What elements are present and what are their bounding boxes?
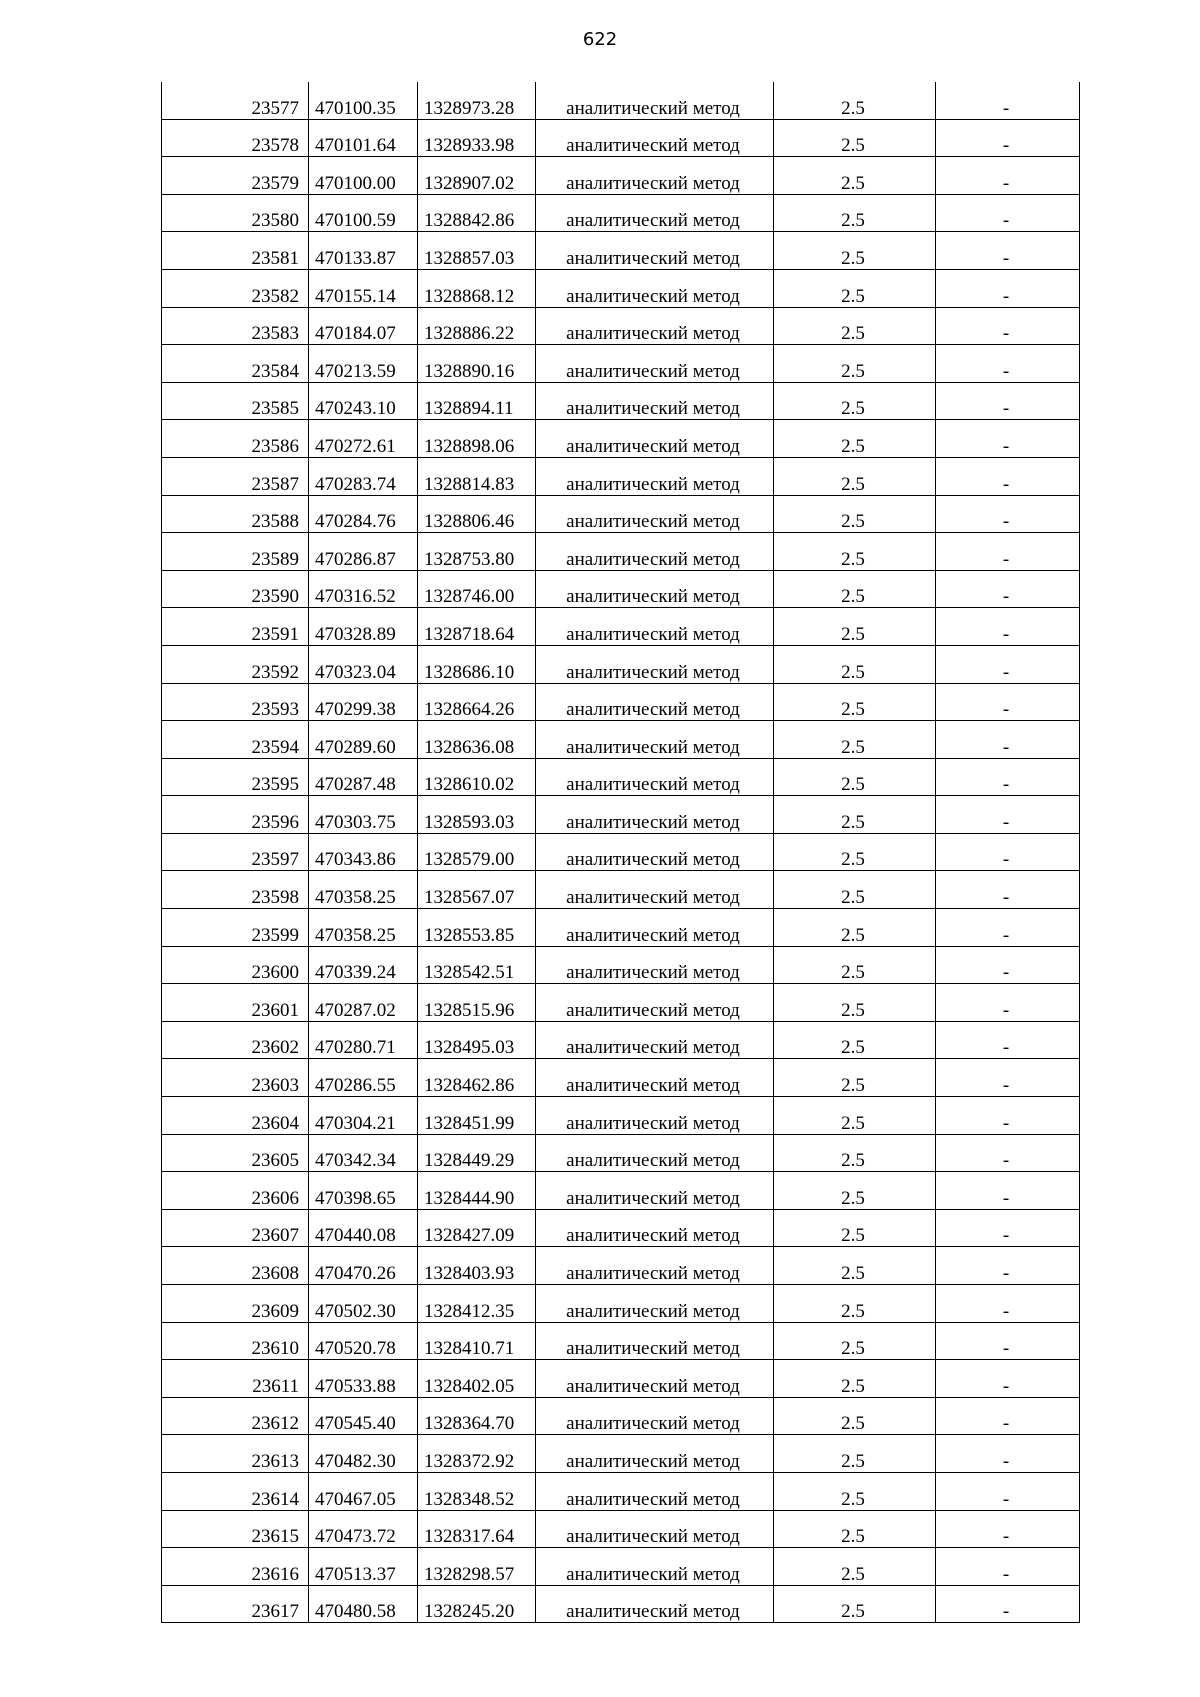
note-cell: - (936, 345, 1080, 383)
accuracy-cell: 2.5 (774, 1548, 936, 1586)
note-cell: - (936, 1134, 1080, 1172)
x-coordinate-cell: 470280.71 (309, 1021, 418, 1059)
y-coordinate-cell: 1328444.90 (418, 1172, 536, 1210)
y-coordinate-cell: 1328364.70 (418, 1397, 536, 1435)
table-row (162, 833, 1080, 871)
note-cell: - (936, 1172, 1080, 1210)
note-cell: - (936, 1021, 1080, 1059)
x-coordinate-cell: 470358.25 (309, 871, 418, 909)
accuracy-cell: 2.5 (774, 119, 936, 157)
y-coordinate-cell: 1328451.99 (418, 1097, 536, 1135)
y-coordinate-cell: 1328610.02 (418, 758, 536, 796)
table-row (162, 232, 1080, 270)
x-coordinate-cell: 470323.04 (309, 645, 418, 683)
note-cell: - (936, 1472, 1080, 1510)
y-coordinate-cell: 1328515.96 (418, 984, 536, 1022)
point-number-cell: 23587 (162, 457, 309, 495)
y-coordinate-cell: 1328814.83 (418, 457, 536, 495)
point-number-cell: 23593 (162, 683, 309, 721)
y-coordinate-cell: 1328372.92 (418, 1435, 536, 1473)
note-cell: - (936, 721, 1080, 759)
accuracy-cell: 2.5 (774, 833, 936, 871)
y-coordinate-cell: 1328886.22 (418, 307, 536, 345)
point-number-cell: 23607 (162, 1209, 309, 1247)
y-coordinate-cell: 1328753.80 (418, 533, 536, 571)
method-cell: аналитический метод (536, 269, 774, 307)
table-row (162, 382, 1080, 420)
point-number-cell: 23595 (162, 758, 309, 796)
note-cell: - (936, 1585, 1080, 1623)
table-row (162, 1172, 1080, 1210)
table-row (162, 1097, 1080, 1135)
accuracy-cell: 2.5 (774, 984, 936, 1022)
accuracy-cell: 2.5 (774, 1097, 936, 1135)
point-number-cell: 23577 (162, 82, 309, 119)
point-number-cell: 23611 (162, 1360, 309, 1398)
table-row (162, 194, 1080, 232)
table-row (162, 608, 1080, 646)
y-coordinate-cell: 1328412.35 (418, 1285, 536, 1323)
method-cell: аналитический метод (536, 721, 774, 759)
y-coordinate-cell: 1328907.02 (418, 157, 536, 195)
point-number-cell: 23608 (162, 1247, 309, 1285)
table-row (162, 345, 1080, 383)
x-coordinate-cell: 470303.75 (309, 796, 418, 834)
y-coordinate-cell: 1328317.64 (418, 1510, 536, 1548)
accuracy-cell: 2.5 (774, 570, 936, 608)
point-number-cell: 23609 (162, 1285, 309, 1323)
table-row (162, 721, 1080, 759)
note-cell: - (936, 683, 1080, 721)
accuracy-cell: 2.5 (774, 946, 936, 984)
point-number-cell: 23585 (162, 382, 309, 420)
point-number-cell: 23588 (162, 495, 309, 533)
point-number-cell: 23581 (162, 232, 309, 270)
coordinates-table-body (162, 82, 1080, 1623)
table-row (162, 533, 1080, 571)
y-coordinate-cell: 1328403.93 (418, 1247, 536, 1285)
method-cell: аналитический метод (536, 119, 774, 157)
table-row (162, 758, 1080, 796)
method-cell: аналитический метод (536, 1322, 774, 1360)
accuracy-cell: 2.5 (774, 758, 936, 796)
point-number-cell: 23617 (162, 1585, 309, 1623)
x-coordinate-cell: 470440.08 (309, 1209, 418, 1247)
y-coordinate-cell: 1328894.11 (418, 382, 536, 420)
method-cell: аналитический метод (536, 1209, 774, 1247)
table-row (162, 796, 1080, 834)
method-cell: аналитический метод (536, 871, 774, 909)
accuracy-cell: 2.5 (774, 345, 936, 383)
point-number-cell: 23589 (162, 533, 309, 571)
table-row (162, 1285, 1080, 1323)
x-coordinate-cell: 470287.02 (309, 984, 418, 1022)
point-number-cell: 23614 (162, 1472, 309, 1510)
accuracy-cell: 2.5 (774, 1322, 936, 1360)
note-cell: - (936, 758, 1080, 796)
table-row (162, 1209, 1080, 1247)
point-number-cell: 23592 (162, 645, 309, 683)
method-cell: аналитический метод (536, 1548, 774, 1586)
page-number: 622 (582, 29, 618, 50)
x-coordinate-cell: 470339.24 (309, 946, 418, 984)
table-row (162, 1585, 1080, 1623)
x-coordinate-cell: 470100.35 (309, 82, 418, 119)
x-coordinate-cell: 470101.64 (309, 119, 418, 157)
point-number-cell: 23586 (162, 420, 309, 458)
y-coordinate-cell: 1328593.03 (418, 796, 536, 834)
y-coordinate-cell: 1328868.12 (418, 269, 536, 307)
point-number-cell: 23605 (162, 1134, 309, 1172)
point-number-cell: 23591 (162, 608, 309, 646)
table-row (162, 1021, 1080, 1059)
table-row (162, 269, 1080, 307)
y-coordinate-cell: 1328973.28 (418, 82, 536, 119)
method-cell: аналитический метод (536, 1285, 774, 1323)
method-cell: аналитический метод (536, 833, 774, 871)
note-cell: - (936, 1285, 1080, 1323)
table-row (162, 909, 1080, 947)
x-coordinate-cell: 470286.87 (309, 533, 418, 571)
x-coordinate-cell: 470284.76 (309, 495, 418, 533)
y-coordinate-cell: 1328636.08 (418, 721, 536, 759)
note-cell: - (936, 1059, 1080, 1097)
y-coordinate-cell: 1328449.29 (418, 1134, 536, 1172)
note-cell: - (936, 269, 1080, 307)
x-coordinate-cell: 470100.00 (309, 157, 418, 195)
x-coordinate-cell: 470328.89 (309, 608, 418, 646)
method-cell: аналитический метод (536, 157, 774, 195)
coordinates-table (161, 82, 1080, 1623)
x-coordinate-cell: 470470.26 (309, 1247, 418, 1285)
x-coordinate-cell: 470358.25 (309, 909, 418, 947)
x-coordinate-cell: 470213.59 (309, 345, 418, 383)
note-cell: - (936, 157, 1080, 195)
note-cell: - (936, 232, 1080, 270)
table-row (162, 683, 1080, 721)
note-cell: - (936, 1209, 1080, 1247)
y-coordinate-cell: 1328933.98 (418, 119, 536, 157)
note-cell: - (936, 570, 1080, 608)
x-coordinate-cell: 470398.65 (309, 1172, 418, 1210)
method-cell: аналитический метод (536, 1472, 774, 1510)
point-number-cell: 23578 (162, 119, 309, 157)
accuracy-cell: 2.5 (774, 1435, 936, 1473)
method-cell: аналитический метод (536, 307, 774, 345)
method-cell: аналитический метод (536, 82, 774, 119)
table-row (162, 457, 1080, 495)
x-coordinate-cell: 470243.10 (309, 382, 418, 420)
point-number-cell: 23610 (162, 1322, 309, 1360)
point-number-cell: 23596 (162, 796, 309, 834)
table-row (162, 946, 1080, 984)
point-number-cell: 23580 (162, 194, 309, 232)
x-coordinate-cell: 470272.61 (309, 420, 418, 458)
point-number-cell: 23597 (162, 833, 309, 871)
note-cell: - (936, 1097, 1080, 1135)
point-number-cell: 23599 (162, 909, 309, 947)
accuracy-cell: 2.5 (774, 1285, 936, 1323)
point-number-cell: 23606 (162, 1172, 309, 1210)
y-coordinate-cell: 1328806.46 (418, 495, 536, 533)
note-cell: - (936, 495, 1080, 533)
x-coordinate-cell: 470304.21 (309, 1097, 418, 1135)
table-row (162, 570, 1080, 608)
x-coordinate-cell: 470482.30 (309, 1435, 418, 1473)
method-cell: аналитический метод (536, 1435, 774, 1473)
note-cell: - (936, 420, 1080, 458)
x-coordinate-cell: 470283.74 (309, 457, 418, 495)
accuracy-cell: 2.5 (774, 1134, 936, 1172)
method-cell: аналитический метод (536, 194, 774, 232)
point-number-cell: 23612 (162, 1397, 309, 1435)
note-cell: - (936, 608, 1080, 646)
accuracy-cell: 2.5 (774, 1585, 936, 1623)
method-cell: аналитический метод (536, 909, 774, 947)
note-cell: - (936, 1360, 1080, 1398)
x-coordinate-cell: 470342.34 (309, 1134, 418, 1172)
note-cell: - (936, 871, 1080, 909)
method-cell: аналитический метод (536, 345, 774, 383)
table-row (162, 984, 1080, 1022)
method-cell: аналитический метод (536, 1585, 774, 1623)
method-cell: аналитический метод (536, 1172, 774, 1210)
point-number-cell: 23584 (162, 345, 309, 383)
point-number-cell: 23583 (162, 307, 309, 345)
accuracy-cell: 2.5 (774, 382, 936, 420)
y-coordinate-cell: 1328579.00 (418, 833, 536, 871)
x-coordinate-cell: 470133.87 (309, 232, 418, 270)
y-coordinate-cell: 1328857.03 (418, 232, 536, 270)
y-coordinate-cell: 1328718.64 (418, 608, 536, 646)
point-number-cell: 23604 (162, 1097, 309, 1135)
x-coordinate-cell: 470473.72 (309, 1510, 418, 1548)
x-coordinate-cell: 470467.05 (309, 1472, 418, 1510)
point-number-cell: 23602 (162, 1021, 309, 1059)
note-cell: - (936, 1510, 1080, 1548)
accuracy-cell: 2.5 (774, 1510, 936, 1548)
x-coordinate-cell: 470155.14 (309, 269, 418, 307)
note-cell: - (936, 1397, 1080, 1435)
x-coordinate-cell: 470289.60 (309, 721, 418, 759)
accuracy-cell: 2.5 (774, 1059, 936, 1097)
method-cell: аналитический метод (536, 1247, 774, 1285)
method-cell: аналитический метод (536, 1059, 774, 1097)
accuracy-cell: 2.5 (774, 1397, 936, 1435)
method-cell: аналитический метод (536, 420, 774, 458)
note-cell: - (936, 1322, 1080, 1360)
method-cell: аналитический метод (536, 1397, 774, 1435)
point-number-cell: 23579 (162, 157, 309, 195)
method-cell: аналитический метод (536, 1134, 774, 1172)
table-row (162, 1059, 1080, 1097)
method-cell: аналитический метод (536, 533, 774, 571)
method-cell: аналитический метод (536, 570, 774, 608)
table-row (162, 1134, 1080, 1172)
y-coordinate-cell: 1328746.00 (418, 570, 536, 608)
note-cell: - (936, 645, 1080, 683)
x-coordinate-cell: 470502.30 (309, 1285, 418, 1323)
y-coordinate-cell: 1328298.57 (418, 1548, 536, 1586)
y-coordinate-cell: 1328245.20 (418, 1585, 536, 1623)
y-coordinate-cell: 1328495.03 (418, 1021, 536, 1059)
y-coordinate-cell: 1328402.05 (418, 1360, 536, 1398)
table-row (162, 1435, 1080, 1473)
point-number-cell: 23590 (162, 570, 309, 608)
note-cell: - (936, 307, 1080, 345)
y-coordinate-cell: 1328664.26 (418, 683, 536, 721)
x-coordinate-cell: 470100.59 (309, 194, 418, 232)
table-row (162, 82, 1080, 119)
table-row (162, 420, 1080, 458)
note-cell: - (936, 194, 1080, 232)
accuracy-cell: 2.5 (774, 796, 936, 834)
point-number-cell: 23598 (162, 871, 309, 909)
method-cell: аналитический метод (536, 1510, 774, 1548)
x-coordinate-cell: 470480.58 (309, 1585, 418, 1623)
accuracy-cell: 2.5 (774, 1360, 936, 1398)
method-cell: аналитический метод (536, 457, 774, 495)
method-cell: аналитический метод (536, 495, 774, 533)
note-cell: - (936, 1435, 1080, 1473)
y-coordinate-cell: 1328898.06 (418, 420, 536, 458)
method-cell: аналитический метод (536, 984, 774, 1022)
y-coordinate-cell: 1328890.16 (418, 345, 536, 383)
accuracy-cell: 2.5 (774, 721, 936, 759)
table-row (162, 645, 1080, 683)
method-cell: аналитический метод (536, 758, 774, 796)
note-cell: - (936, 533, 1080, 571)
table-row (162, 1510, 1080, 1548)
table-row (162, 1322, 1080, 1360)
point-number-cell: 23616 (162, 1548, 309, 1586)
method-cell: аналитический метод (536, 946, 774, 984)
accuracy-cell: 2.5 (774, 82, 936, 119)
x-coordinate-cell: 470513.37 (309, 1548, 418, 1586)
method-cell: аналитический метод (536, 683, 774, 721)
y-coordinate-cell: 1328348.52 (418, 1472, 536, 1510)
accuracy-cell: 2.5 (774, 1472, 936, 1510)
x-coordinate-cell: 470287.48 (309, 758, 418, 796)
accuracy-cell: 2.5 (774, 157, 936, 195)
y-coordinate-cell: 1328686.10 (418, 645, 536, 683)
method-cell: аналитический метод (536, 796, 774, 834)
note-cell: - (936, 382, 1080, 420)
x-coordinate-cell: 470520.78 (309, 1322, 418, 1360)
x-coordinate-cell: 470343.86 (309, 833, 418, 871)
x-coordinate-cell: 470316.52 (309, 570, 418, 608)
accuracy-cell: 2.5 (774, 608, 936, 646)
accuracy-cell: 2.5 (774, 1209, 936, 1247)
point-number-cell: 23615 (162, 1510, 309, 1548)
table-row (162, 871, 1080, 909)
table-row (162, 1247, 1080, 1285)
x-coordinate-cell: 470299.38 (309, 683, 418, 721)
method-cell: аналитический метод (536, 232, 774, 270)
x-coordinate-cell: 470533.88 (309, 1360, 418, 1398)
y-coordinate-cell: 1328410.71 (418, 1322, 536, 1360)
accuracy-cell: 2.5 (774, 307, 936, 345)
point-number-cell: 23582 (162, 269, 309, 307)
table-row (162, 307, 1080, 345)
accuracy-cell: 2.5 (774, 269, 936, 307)
accuracy-cell: 2.5 (774, 871, 936, 909)
method-cell: аналитический метод (536, 1021, 774, 1059)
note-cell: - (936, 1247, 1080, 1285)
table-row (162, 1397, 1080, 1435)
accuracy-cell: 2.5 (774, 1021, 936, 1059)
note-cell: - (936, 82, 1080, 119)
note-cell: - (936, 1548, 1080, 1586)
accuracy-cell: 2.5 (774, 194, 936, 232)
y-coordinate-cell: 1328542.51 (418, 946, 536, 984)
accuracy-cell: 2.5 (774, 1247, 936, 1285)
note-cell: - (936, 119, 1080, 157)
point-number-cell: 23594 (162, 721, 309, 759)
method-cell: аналитический метод (536, 608, 774, 646)
note-cell: - (936, 457, 1080, 495)
accuracy-cell: 2.5 (774, 909, 936, 947)
method-cell: аналитический метод (536, 1360, 774, 1398)
table-row (162, 495, 1080, 533)
note-cell: - (936, 833, 1080, 871)
accuracy-cell: 2.5 (774, 420, 936, 458)
accuracy-cell: 2.5 (774, 645, 936, 683)
point-number-cell: 23613 (162, 1435, 309, 1473)
note-cell: - (936, 946, 1080, 984)
note-cell: - (936, 984, 1080, 1022)
accuracy-cell: 2.5 (774, 683, 936, 721)
table-row (162, 1548, 1080, 1586)
table-row (162, 1472, 1080, 1510)
x-coordinate-cell: 470286.55 (309, 1059, 418, 1097)
method-cell: аналитический метод (536, 645, 774, 683)
y-coordinate-cell: 1328553.85 (418, 909, 536, 947)
y-coordinate-cell: 1328427.09 (418, 1209, 536, 1247)
x-coordinate-cell: 470184.07 (309, 307, 418, 345)
accuracy-cell: 2.5 (774, 457, 936, 495)
table-row (162, 157, 1080, 195)
note-cell: - (936, 909, 1080, 947)
accuracy-cell: 2.5 (774, 533, 936, 571)
accuracy-cell: 2.5 (774, 495, 936, 533)
x-coordinate-cell: 470545.40 (309, 1397, 418, 1435)
accuracy-cell: 2.5 (774, 232, 936, 270)
point-number-cell: 23600 (162, 946, 309, 984)
note-cell: - (936, 796, 1080, 834)
table-row (162, 119, 1080, 157)
y-coordinate-cell: 1328462.86 (418, 1059, 536, 1097)
point-number-cell: 23601 (162, 984, 309, 1022)
y-coordinate-cell: 1328842.86 (418, 194, 536, 232)
accuracy-cell: 2.5 (774, 1172, 936, 1210)
y-coordinate-cell: 1328567.07 (418, 871, 536, 909)
table-row (162, 1360, 1080, 1398)
method-cell: аналитический метод (536, 382, 774, 420)
point-number-cell: 23603 (162, 1059, 309, 1097)
method-cell: аналитический метод (536, 1097, 774, 1135)
